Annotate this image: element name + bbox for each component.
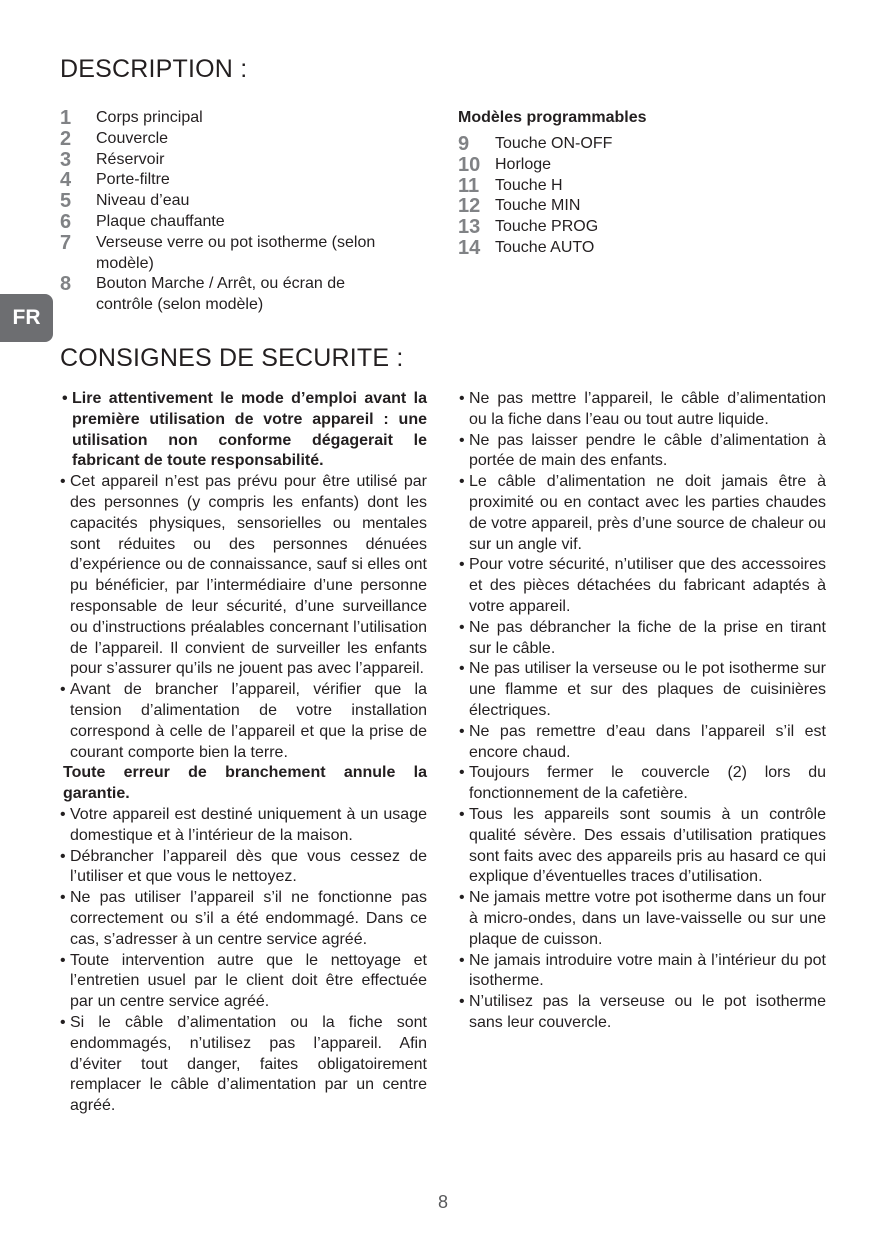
part-label: Plaque chauffante bbox=[96, 212, 225, 230]
part-item bbox=[458, 134, 818, 155]
part-number: 1 bbox=[60, 107, 72, 129]
safety-title: CONSIGNES DE SECURITE : bbox=[60, 344, 404, 372]
safety-item: • Ne pas mettre l’appareil, le câble d’alimentation ou la fiche dans l’eau ou tout autre liquide. bbox=[459, 389, 826, 431]
safety-item: • Ne pas remettre d’eau dans l’appareil s’il est encore chaud. bbox=[459, 722, 826, 764]
safety-item: • Ne pas utiliser la verseuse ou le pot isotherme sur une flamme et sur des plaques de cuisinières électriques. bbox=[459, 659, 826, 721]
safety-item: • Lire attentivement le mode d’emploi avant la première utilisation de votre appareil : une utilisation non conforme dégagerait le fabricant de toute responsabilité. bbox=[60, 389, 427, 472]
part-label: Couvercle bbox=[96, 129, 169, 147]
part-number: 13 bbox=[458, 216, 481, 239]
safety-item: • N’utilisez pas la verseuse ou le pot isotherme sans leur couvercle. bbox=[459, 992, 826, 1034]
part-number: 4 bbox=[60, 169, 72, 192]
part-label: Touche H bbox=[495, 176, 563, 194]
part-number: 5 bbox=[60, 190, 72, 213]
safety-item: • Votre appareil est destiné uniquement à un usage domestique et à l’intérieur de la maison. bbox=[60, 805, 427, 847]
part-item bbox=[458, 238, 818, 259]
safety-item: • Ne jamais mettre votre pot isotherme dans un four à micro-ondes, dans un lave-vaisselle ou sur une plaque de cuisson. bbox=[459, 888, 826, 950]
part-number: 7 bbox=[60, 231, 72, 254]
safety-item: • Si le câble d’alimentation ou la fiche sont endommagés, n’utilisez pas l’appareil. Afin d’éviter tout danger, faites obligatoirement remplacer le câble d’alimentation par un centre agréé. bbox=[60, 1013, 427, 1117]
safety-item: • Ne jamais introduire votre main à l’intérieur du pot isotherme. bbox=[459, 951, 826, 993]
part-label: Corps principal bbox=[96, 109, 203, 126]
safety-item: • Débrancher l’appareil dès que vous cessez de l’utiliser et que vous le nettoyez. bbox=[60, 847, 427, 889]
safety-list-right bbox=[459, 389, 826, 1034]
part-item bbox=[60, 108, 390, 129]
part-number: 3 bbox=[60, 148, 72, 171]
programmable-parts-list bbox=[458, 134, 818, 259]
part-number: 14 bbox=[458, 236, 481, 259]
description-title: DESCRIPTION : bbox=[60, 55, 248, 83]
language-tab: FR bbox=[0, 294, 53, 342]
part-label: Niveau d’eau bbox=[96, 192, 190, 210]
part-item bbox=[458, 196, 818, 217]
part-label: Touche MIN bbox=[495, 197, 581, 215]
programmable-models-heading: Modèles programmables bbox=[458, 109, 647, 126]
part-item bbox=[458, 155, 818, 176]
safety-item: • Cet appareil n’est pas prévu pour être utilisé par des personnes (y compris les enfants) dont les capacités physiques, sensorielles ou mentales sont réduites ou des personnes dénuées d’expérience ou de connaissance, sauf si elles ont pu bénéficier, par l’intermédiaire d’une personne responsable de leur sécurité, d’une surveillance ou d’instructions préalables concernant l’utilisation de l’appareil. Il convient de surveiller les enfants pour s’assurer qu’ils ne jouent pas avec l’appareil. bbox=[60, 472, 427, 680]
part-label: Verseuse verre ou pot isotherme (selon modèle) bbox=[96, 233, 376, 272]
part-number: 9 bbox=[458, 133, 470, 155]
part-item bbox=[458, 176, 818, 197]
part-item bbox=[60, 212, 390, 233]
part-item bbox=[60, 150, 390, 171]
part-number: 10 bbox=[458, 153, 481, 176]
part-label: Bouton Marche / Arrêt, ou écran de contrôle (selon modèle) bbox=[96, 275, 346, 314]
part-number: 11 bbox=[458, 174, 480, 197]
part-label: Touche AUTO bbox=[495, 238, 595, 256]
safety-item: • Le câble d’alimentation ne doit jamais être à proximité ou en contact avec les parties chaudes de votre appareil, près d’une source de chaleur ou sur un angle vif. bbox=[459, 472, 826, 555]
part-item bbox=[458, 217, 818, 238]
part-number: 6 bbox=[60, 210, 72, 233]
safety-item: • Toujours fermer le couvercle (2) lors du fonctionnement de la cafetière. bbox=[459, 763, 826, 805]
safety-item: • Ne pas débrancher la fiche de la prise en tirant sur le câble. bbox=[459, 618, 826, 660]
part-item bbox=[60, 233, 390, 275]
safety-item: • Pour votre sécurité, n’utiliser que des accessoires et des pièces détachées du fabricant adaptés à votre appareil. bbox=[459, 555, 826, 617]
safety-list-left bbox=[60, 389, 427, 1117]
part-number: 8 bbox=[60, 273, 72, 296]
safety-item: • Toute intervention autre que le nettoyage et l’entretien usuel par le client doit être effectuée par un centre service agréé. bbox=[60, 951, 427, 1013]
part-label: Touche PROG bbox=[495, 218, 599, 236]
part-label: Réservoir bbox=[96, 150, 165, 168]
page-number: 8 bbox=[437, 1192, 448, 1212]
part-label: Porte-filtre bbox=[96, 171, 170, 189]
part-label: Touche ON-OFF bbox=[495, 135, 613, 152]
part-number: 12 bbox=[458, 195, 481, 218]
safety-item: Toute erreur de branchement annule la garantie. bbox=[63, 764, 427, 803]
part-item bbox=[60, 170, 390, 191]
safety-item: • Ne pas laisser pendre le câble d’alimentation à portée de main des enfants. bbox=[459, 431, 826, 473]
safety-item: • Tous les appareils sont soumis à un contrôle qualité sévère. Des essais d’utilisation pratiques sont faits avec des appareils pris au hasard ce qui explique d’éventuelles traces d’utilisation. bbox=[459, 805, 826, 888]
safety-item: • Avant de brancher l’appareil, vérifier que la tension d’alimentation de votre installation correspond à celle de l’appareil et que la prise de courant comporte bien la terre. bbox=[60, 680, 427, 763]
part-label: Horloge bbox=[495, 155, 552, 173]
part-item bbox=[60, 274, 390, 316]
part-number: 2 bbox=[60, 127, 72, 150]
part-item bbox=[60, 129, 390, 150]
part-item bbox=[60, 191, 390, 212]
parts-list bbox=[60, 108, 390, 316]
safety-item: • Ne pas utiliser l’appareil s’il ne fonctionne pas correctement ou s’il a été endommagé. Dans ce cas, s’adresser à un centre service agréé. bbox=[60, 888, 427, 950]
